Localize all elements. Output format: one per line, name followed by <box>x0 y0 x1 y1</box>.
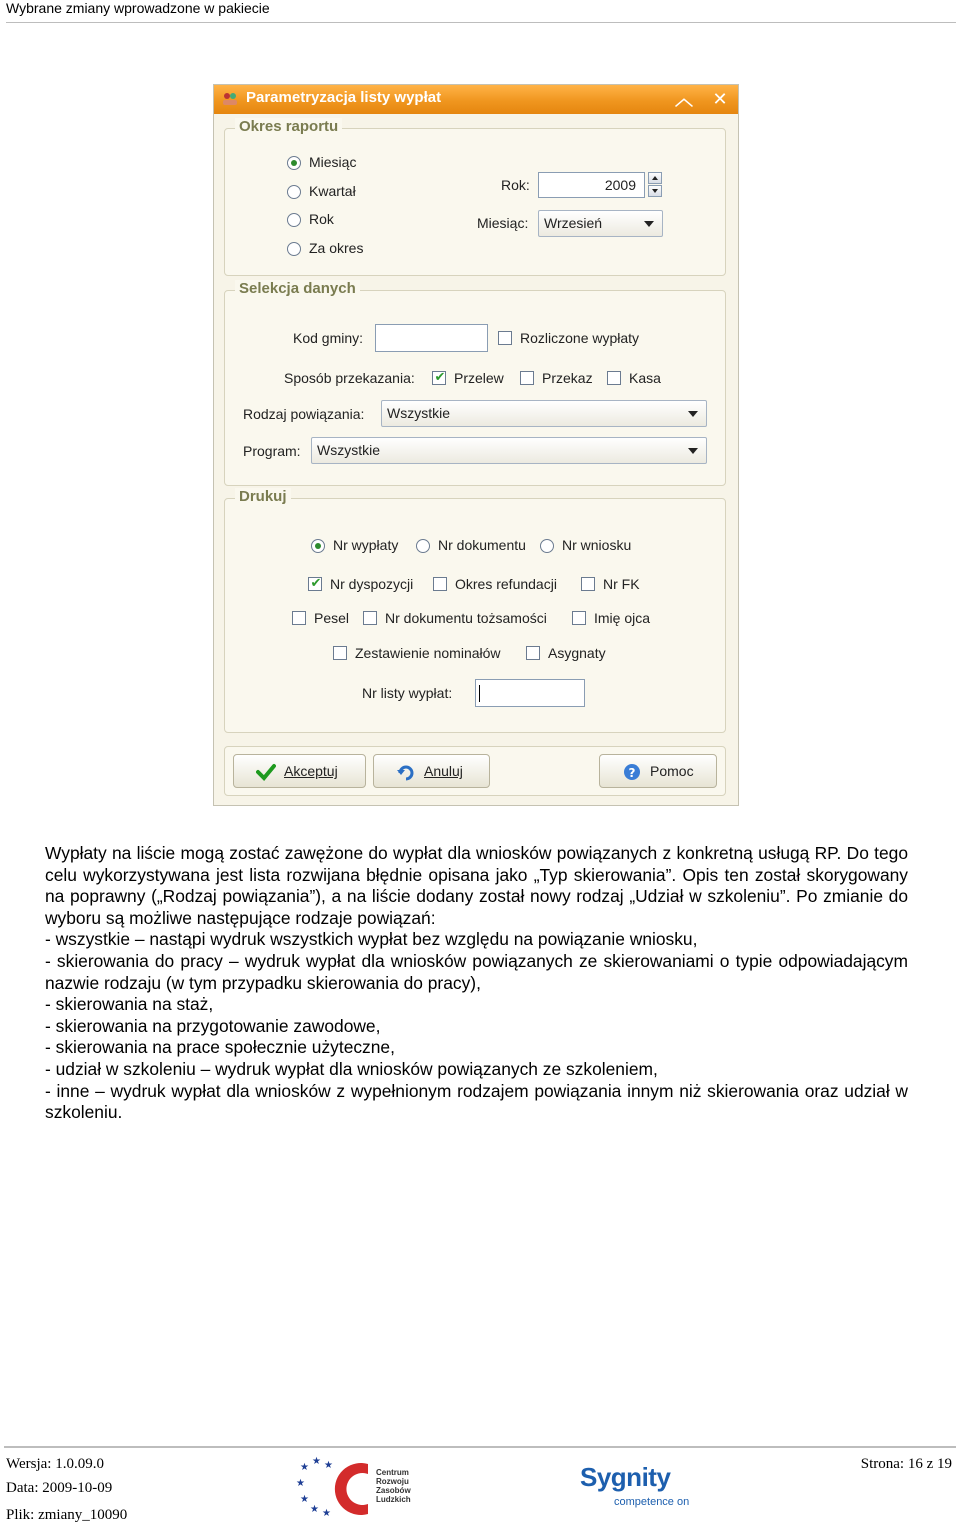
svg-text:★: ★ <box>300 1462 309 1473</box>
dialog-window <box>213 84 739 806</box>
help-button-label: Pomoc <box>650 763 694 779</box>
list-item: - skierowania na prace społecznie użyteczne, <box>45 1037 395 1058</box>
svg-text:★: ★ <box>324 1460 333 1471</box>
svg-text:★: ★ <box>296 1478 305 1489</box>
radio-quarter[interactable] <box>287 185 301 199</box>
footer-divider <box>4 1446 956 1448</box>
asygnaty-label: Asygnaty <box>548 645 606 661</box>
chevron-down-icon <box>644 221 654 227</box>
program-label: Program: <box>243 443 301 459</box>
radio-year-label: Rok <box>309 211 334 227</box>
radio-nr-wniosku[interactable] <box>540 539 554 553</box>
program-value: Wszystkie <box>317 442 380 458</box>
header-divider <box>6 22 956 23</box>
text-cursor <box>479 685 480 702</box>
dialog-body <box>214 114 738 805</box>
period-group-title: Okres raportu <box>235 118 342 135</box>
asygnaty-checkbox[interactable] <box>526 646 540 660</box>
list-item: - skierowania do pracy – wydruk wypłat dla wniosków powiązanych ze skierowaniami o typie odpowiadającym nazwie rodzaju (w tym przypadku skierowania do pracy), <box>45 950 908 993</box>
nr-dyspozycji-label: Nr dyspozycji <box>330 576 414 592</box>
kod-gminy-label: Kod gminy: <box>293 330 364 346</box>
radio-custom-period-label: Za okres <box>309 240 364 256</box>
nr-fk-checkbox[interactable] <box>581 577 595 591</box>
cancel-button[interactable] <box>373 754 490 788</box>
program-select[interactable] <box>311 437 707 464</box>
kod-gminy-input[interactable] <box>375 324 488 352</box>
footer-version: Wersja: 1.0.09.0 <box>6 1456 104 1472</box>
crzl-logo-line: Zasobów <box>376 1486 411 1495</box>
radio-year[interactable] <box>287 213 301 227</box>
radio-nr-wniosku-label: Nr wniosku <box>562 537 632 553</box>
svg-text:★: ★ <box>322 1508 331 1519</box>
list-item: - skierowania na przygotowanie zawodowe, <box>45 1015 381 1036</box>
nr-listy-label: Nr listy wypłat: <box>362 685 453 701</box>
crzl-logo-line: Ludzkich <box>376 1495 411 1504</box>
nr-listy-input[interactable] <box>475 679 585 707</box>
sposob-label: Sposób przekazania: <box>284 370 415 386</box>
help-button[interactable] <box>599 754 717 788</box>
svg-text:?: ? <box>628 766 636 780</box>
page-header: Wybrane zmiany wprowadzone w pakiecie <box>6 0 270 16</box>
zestawienie-nominalow-checkbox[interactable] <box>333 646 347 660</box>
collapse-icon[interactable]: ︿ <box>675 89 693 109</box>
year-spin-down[interactable] <box>648 185 662 197</box>
svg-text:★: ★ <box>300 1494 309 1505</box>
accept-button[interactable] <box>233 754 366 788</box>
przekaz-label: Przekaz <box>542 370 593 386</box>
svg-text:★: ★ <box>312 1456 321 1467</box>
imie-ojca-label: Imię ojca <box>594 610 651 626</box>
body-text <box>45 843 908 1124</box>
selection-group-title: Selekcja danych <box>235 280 360 297</box>
crzl-logo-line: Rozwoju <box>376 1477 409 1486</box>
okres-refundacji-checkbox[interactable] <box>433 577 447 591</box>
accept-button-label: Akceptuj <box>284 763 338 779</box>
przelew-label: Przelew <box>454 370 504 386</box>
pesel-label: Pesel <box>314 610 350 626</box>
zestawienie-nominalow-label: Zestawienie nominałów <box>355 645 501 661</box>
rozliczone-label: Rozliczone wypłaty <box>520 330 640 346</box>
radio-month-label: Miesiąc <box>309 154 357 170</box>
radio-month[interactable] <box>287 156 301 170</box>
rodzaj-powiazania-value: Wszystkie <box>387 405 450 421</box>
crzl-logo-line: Centrum <box>376 1468 409 1477</box>
year-value: 2009 <box>604 177 636 193</box>
pesel-checkbox[interactable] <box>292 611 306 625</box>
radio-nr-wyplaty[interactable] <box>311 539 325 553</box>
przekaz-checkbox[interactable] <box>520 371 534 385</box>
cancel-button-label: Anuluj <box>424 763 463 779</box>
kasa-label: Kasa <box>629 370 661 386</box>
nr-fk-label: Nr FK <box>603 576 640 592</box>
year-input[interactable] <box>538 172 645 198</box>
year-spin-up[interactable] <box>648 172 662 184</box>
radio-quarter-label: Kwartał <box>309 183 356 199</box>
rozliczone-checkbox[interactable] <box>498 331 512 345</box>
radio-nr-dokumentu-label: Nr dokumentu <box>438 537 526 553</box>
month-label: Miesiąc: <box>477 215 529 231</box>
check-icon: ✔ <box>310 575 322 590</box>
dialog-titlebar <box>214 85 738 114</box>
chevron-down-icon <box>688 411 698 417</box>
nr-dokumentu-tozsamosci-label: Nr dokumentu tożsamości <box>385 610 547 626</box>
sygnity-logo-name: Sygnity <box>580 1462 671 1492</box>
year-label: Rok: <box>501 177 530 193</box>
list-item: - wszystkie – nastąpi wydruk wszystkich wypłat bez względu na powiązanie wniosku, <box>45 929 698 950</box>
sygnity-logo <box>580 1462 700 1512</box>
crzl-logo <box>296 1456 426 1520</box>
footer-file: Plik: zmiany_10090 <box>6 1507 128 1523</box>
przelew-checkbox[interactable] <box>432 371 446 385</box>
list-item: - inne – wydruk wypłat dla wniosków z wypełnionym rodzajem powiązania innym niż skierowania oraz udział w szkoleniu. <box>45 1080 908 1123</box>
intro-paragraph: Wypłaty na liście mogą zostać zawężone do wypłat dla wniosków powiązanych z konkretną usługą RP. Do tego celu wykorzystywana jest lista rozwijana błędnie opisana jako „Typ skierowania”. Opis ten został skorygowany na poprawny („Rodzaj powiązania”), a na liście dodany został nowy rodzaj „Udział w szkoleniu”. Po zmianie do wyboru są możliwe następujące rodzaje powiązań: <box>45 843 908 928</box>
footer-page-number: Strona: 16 z 19 <box>860 1456 952 1472</box>
kasa-checkbox[interactable] <box>607 371 621 385</box>
button-bar <box>224 746 726 796</box>
radio-nr-wyplaty-label: Nr wypłaty <box>333 537 399 553</box>
print-group-title: Drukuj <box>235 488 291 505</box>
selection-group <box>224 280 726 486</box>
footer-date: Data: 2009-10-09 <box>6 1480 113 1496</box>
dialog-title: Parametryzacja listy wypłat <box>246 89 442 106</box>
period-group <box>224 118 726 276</box>
month-select-value: Wrzesień <box>544 215 603 231</box>
rodzaj-powiazania-label: Rodzaj powiązania: <box>243 406 365 422</box>
svg-text:★: ★ <box>310 1504 319 1515</box>
radio-nr-dokumentu[interactable] <box>416 539 430 553</box>
close-icon[interactable]: ✕ <box>712 89 728 109</box>
rodzaj-powiazania-select[interactable] <box>381 400 707 427</box>
radio-custom-period[interactable] <box>287 242 301 256</box>
sygnity-logo-tagline: competence on <box>614 1496 690 1508</box>
chevron-down-icon <box>688 448 698 454</box>
list-item: - udział w szkoleniu – wydruk wypłat dla wniosków powiązanych ze szkoleniem, <box>45 1058 658 1079</box>
nr-dyspozycji-checkbox[interactable] <box>308 577 322 591</box>
help-icon <box>622 763 642 781</box>
checkmark-icon <box>256 763 276 781</box>
undo-icon <box>396 763 416 781</box>
imie-ojca-checkbox[interactable] <box>572 611 586 625</box>
print-group <box>224 488 726 733</box>
check-icon: ✔ <box>434 369 446 384</box>
app-icon <box>222 92 238 106</box>
list-item: - skierowania na staż, <box>45 994 214 1015</box>
nr-dokumentu-tozsamosci-checkbox[interactable] <box>363 611 377 625</box>
month-select[interactable] <box>538 210 663 237</box>
okres-refundacji-label: Okres refundacji <box>455 576 557 592</box>
